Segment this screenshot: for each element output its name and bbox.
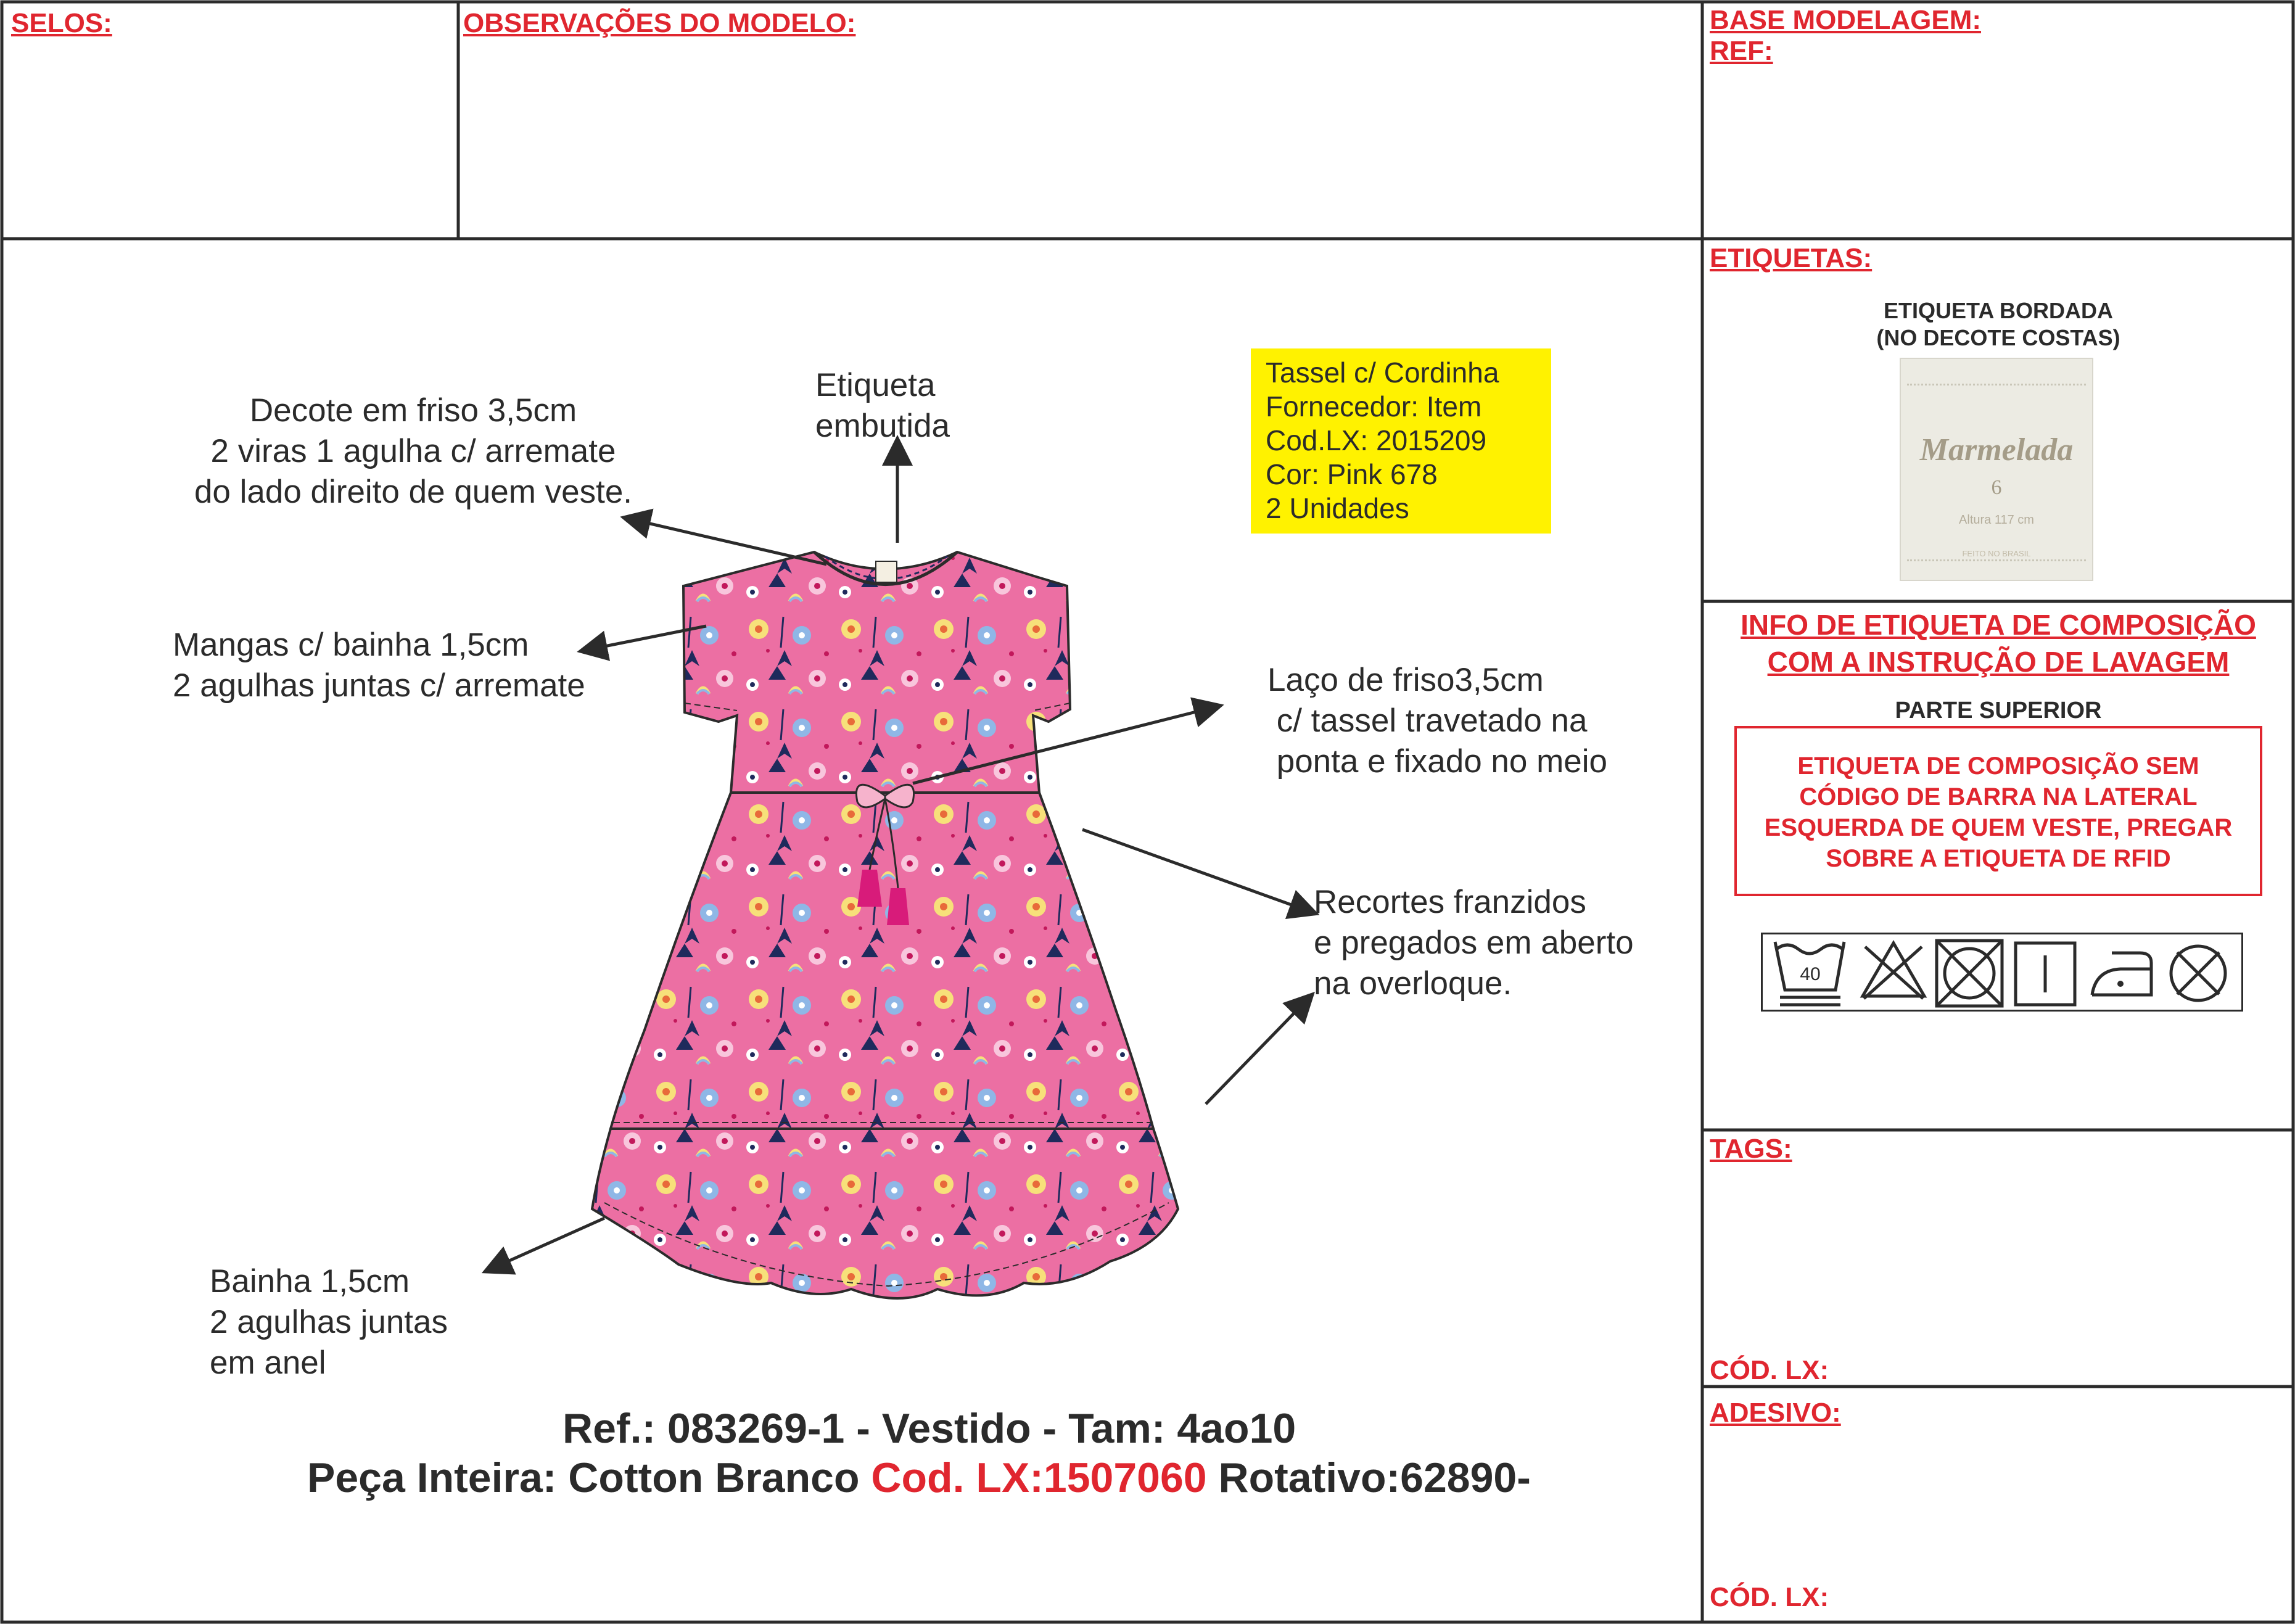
note-laco-line3: ponta e fixado no meio: [1267, 743, 1607, 780]
composition-line-3: ESQUERDA DE QUEM VESTE, PREGAR: [1764, 814, 2233, 841]
note-decote: [167, 390, 660, 513]
note-laco: [1267, 660, 1607, 782]
label-title-line2: (NO DECOTE COSTAS): [1876, 325, 2120, 350]
tags-header: TAGS:: [1710, 1134, 1792, 1164]
info-composition-title-2: COM A INSTRUÇÃO DE LAVAGEM: [1767, 646, 2230, 678]
fabric-text: Peça Inteira: Cotton Branco: [307, 1454, 871, 1501]
composition-line-2: CÓDIGO DE BARRA NA LATERAL: [1799, 783, 2198, 810]
note-bainha-line2: 2 agulhas juntas: [210, 1304, 448, 1340]
note-mangas: [173, 625, 585, 706]
note-decote-line2: 2 viras 1 agulha c/ arremate: [210, 433, 616, 469]
note-bainha-line1: Bainha 1,5cm: [210, 1263, 410, 1300]
note-mangas-line2: 2 agulhas juntas c/ arremate: [173, 667, 585, 704]
etiquetas-header: ETIQUETAS:: [1710, 243, 1873, 273]
tassel-line-4: Cor: Pink 678: [1266, 458, 1438, 490]
note-laco-line1: Laço de friso3,5cm: [1267, 662, 1544, 698]
note-etiqueta: [815, 365, 950, 447]
selos-header: SELOS:: [11, 8, 112, 38]
info-composition-title-1: INFO DE ETIQUETA DE COMPOSIÇÃO: [1741, 609, 2256, 641]
note-recortes-line2: e pregados em aberto: [1314, 925, 1634, 961]
cod-lx-adesivo-label: CÓD. LX:: [1710, 1582, 1829, 1612]
adesivo-header: ADESIVO:: [1710, 1398, 1841, 1428]
note-recortes-line1: Recortes franzidos: [1314, 884, 1586, 920]
tassel-line-2: Fornecedor: Item: [1266, 390, 1482, 422]
note-etiqueta-line1: Etiqueta: [815, 367, 936, 403]
note-recortes-line3: na overloque.: [1314, 965, 1512, 1002]
note-decote-line1: Decote em friso 3,5cm: [249, 392, 577, 429]
ref-line: Ref.: 083269-1 - Vestido - Tam: 4ao10: [562, 1405, 1296, 1452]
tassel-line-1: Tassel c/ Cordinha: [1266, 357, 1499, 389]
tassel-line-3: Cod.LX: 2015209: [1266, 424, 1487, 456]
base-modelagem-header: BASE MODELAGEM:: [1710, 5, 1981, 35]
tassel-line-5: 2 Unidades: [1266, 492, 1409, 524]
composition-line-4: SOBRE A ETIQUETA DE RFID: [1826, 845, 2171, 872]
fabric-code: Cod. LX:1507060: [871, 1454, 1207, 1501]
fabric-line: [307, 1453, 1531, 1502]
composition-line-1: ETIQUETA DE COMPOSIÇÃO SEM: [1797, 752, 2199, 780]
composition-subtitle: PARTE SUPERIOR: [1895, 698, 2102, 723]
label-brand: Marmelada: [1919, 432, 2074, 468]
tassel-info-box: [1251, 348, 1551, 534]
label-height: Altura 117 cm: [1959, 513, 2034, 527]
observacoes-header: OBSERVAÇÕES DO MODELO:: [463, 8, 856, 38]
note-decote-line3: do lado direito de quem veste.: [194, 474, 633, 510]
label-size: 6: [1991, 476, 2002, 499]
cod-lx-tags-label: CÓD. LX:: [1710, 1355, 1829, 1385]
note-mangas-line1: Mangas c/ bainha 1,5cm: [173, 627, 529, 663]
label-made-in: FEITO NO BRASIL: [1962, 549, 2031, 558]
note-etiqueta-line2: embutida: [815, 408, 950, 444]
wash-temp-text: 40: [1800, 964, 1821, 984]
rotativo-text: Rotativo:62890-: [1206, 1454, 1531, 1501]
note-bainha-line3: em anel: [210, 1345, 326, 1381]
label-title-line1: ETIQUETA BORDADA: [1884, 298, 2113, 323]
note-recortes: [1314, 882, 1634, 1004]
note-laco-line2: c/ tassel travetado na: [1267, 703, 1588, 739]
note-bainha: [210, 1261, 448, 1383]
ref-header: REF:: [1710, 36, 1773, 66]
